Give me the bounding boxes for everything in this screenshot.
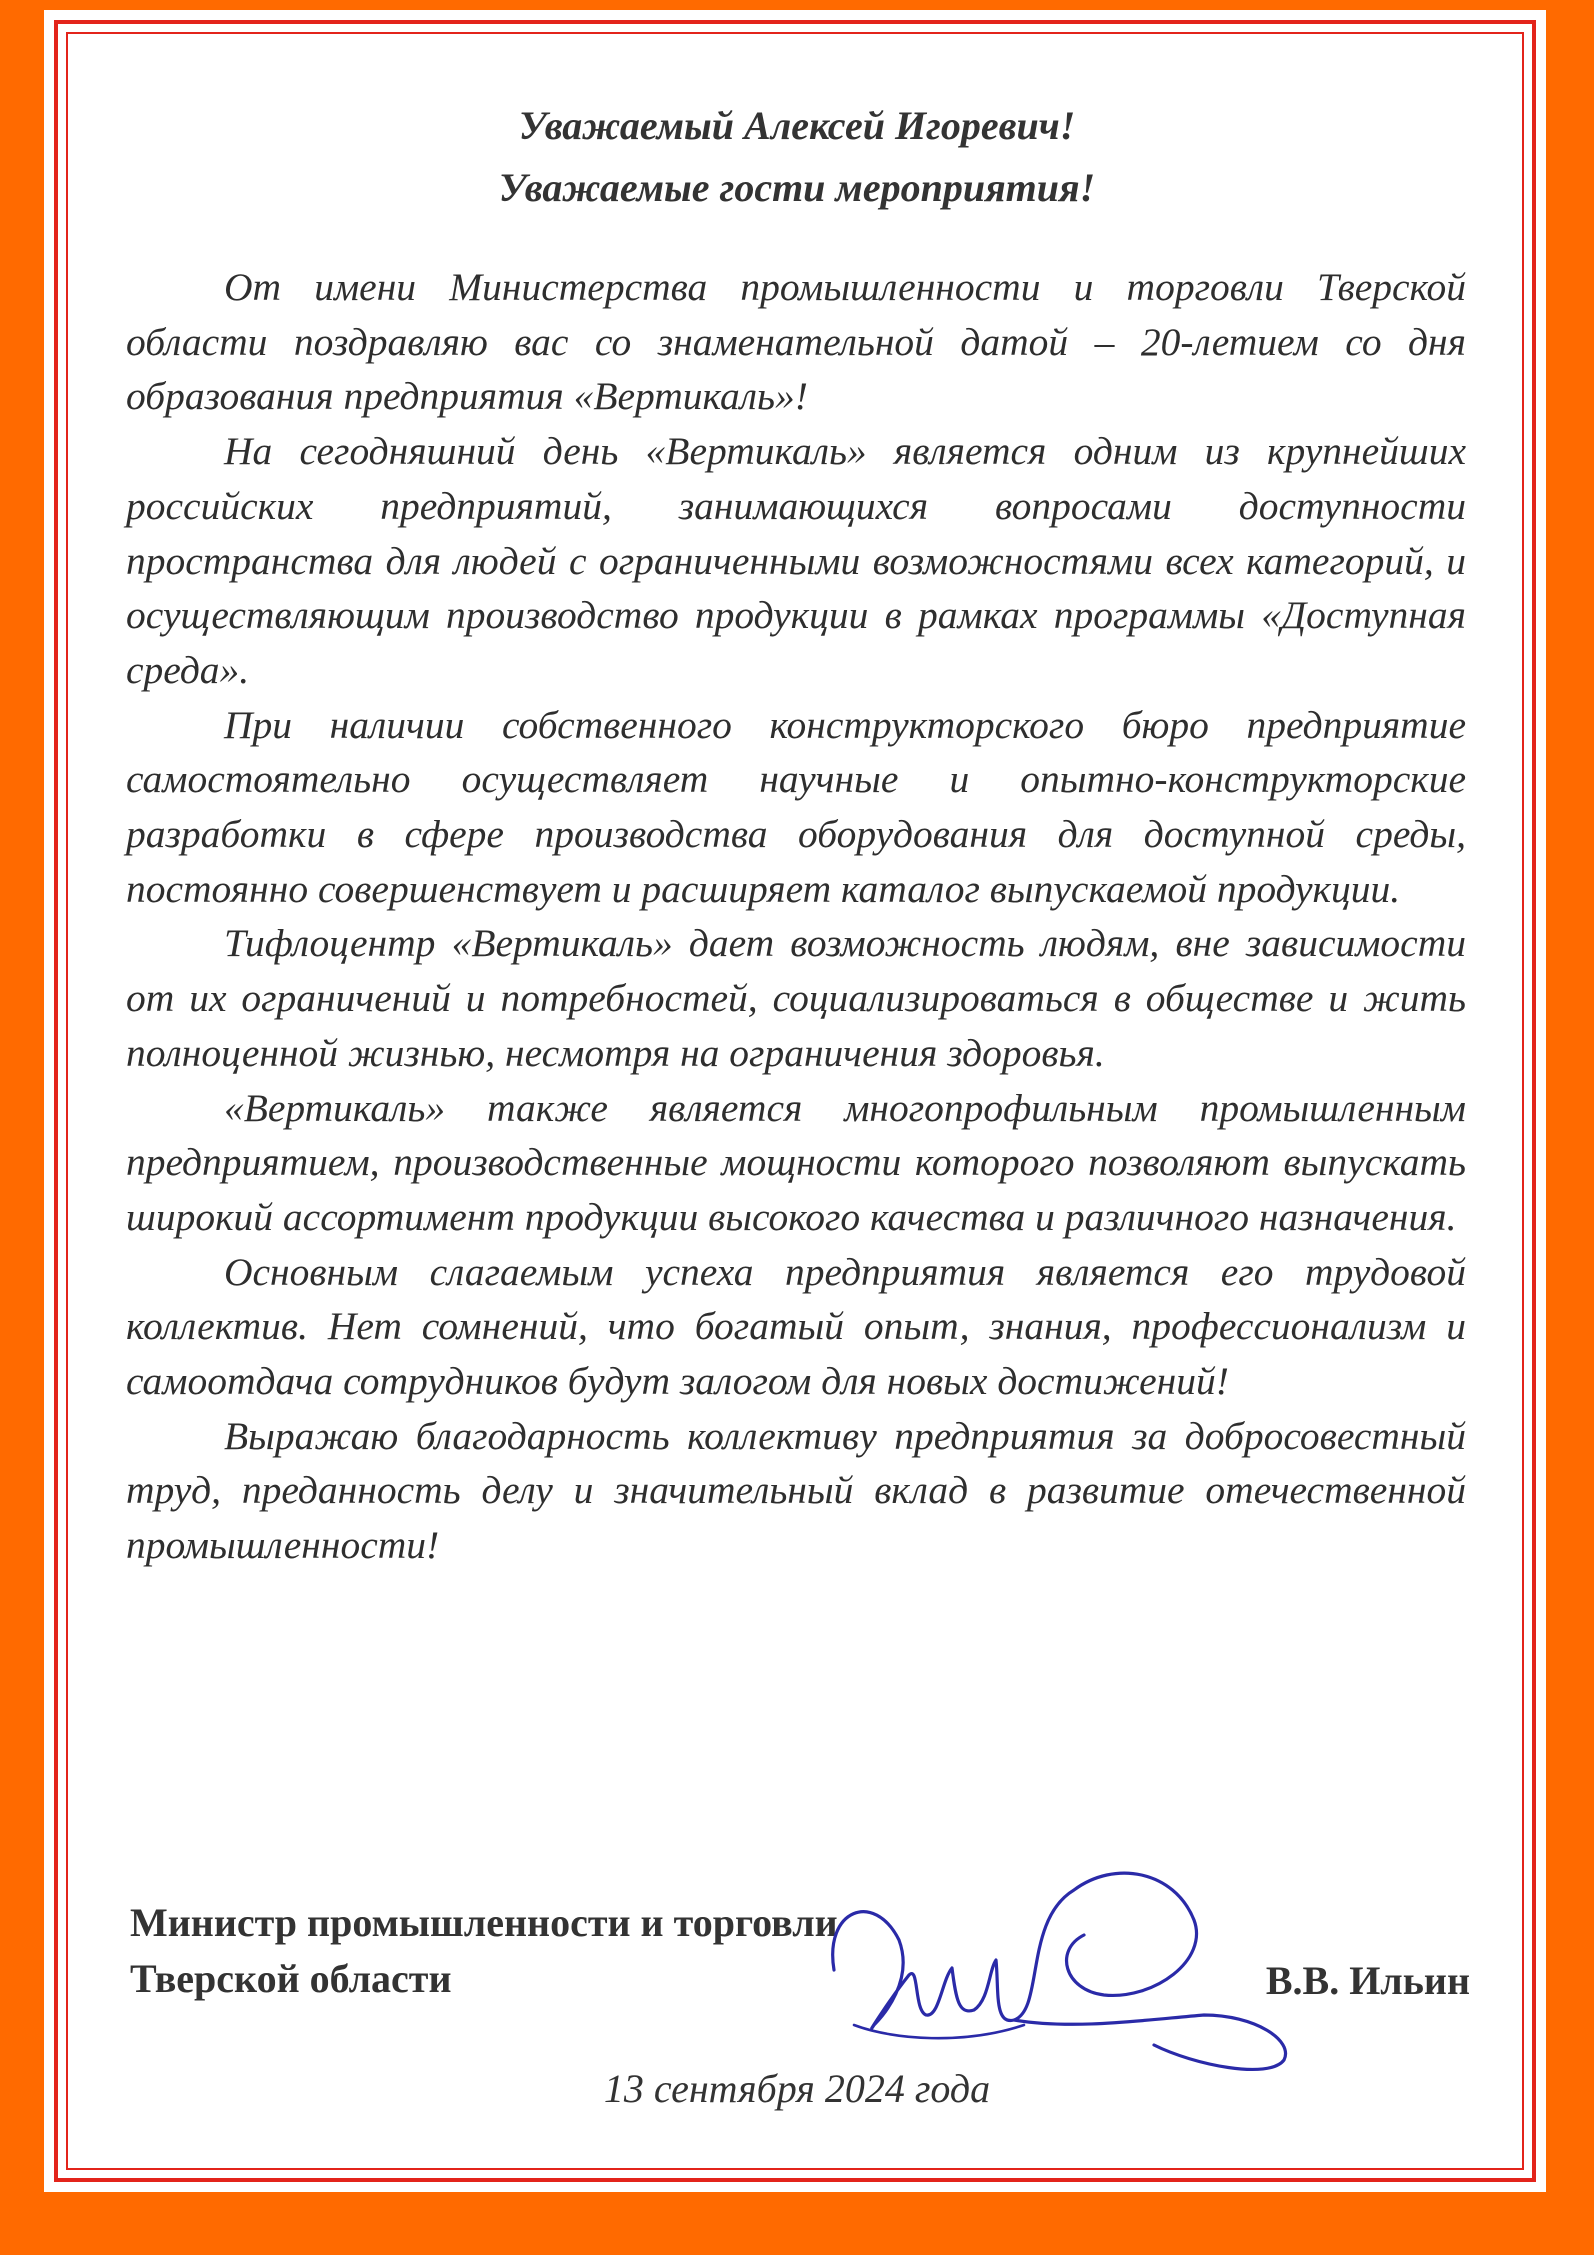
signatory-position-line-2: Тверской области — [130, 1956, 452, 2001]
letter-body — [126, 260, 1466, 1573]
greeting-line-2: Уважаемые гости мероприятия! — [498, 165, 1096, 210]
greeting — [44, 95, 1550, 219]
paragraph: Выражаю благодарность коллективу предприятия за добросовестный труд, преданность делу и значительный вклад в развитие отечественной промышленности! — [126, 1413, 1466, 1568]
letter-date: 13 сентября 2024 года — [603, 2066, 991, 2111]
handwritten-signature — [814, 1850, 1354, 2080]
paragraph: От имени Министерства промышленности и торговли Тверской области поздравляю вас со знаменательной датой – 20-летием со дня образования предприятия «Вертикаль»! — [126, 265, 1466, 419]
paragraph: Тифлоцентр «Вертикаль» дает возможность людям, вне зависимости от их ограничений и потребностей, социализироваться в обществе и жить полноценной жизнью, несмотря на ограничения здоровья. — [126, 921, 1466, 1075]
paragraph: Основным слагаемым успеха предприятия является его трудовой коллектив. Нет сомнений, что богатый опыт, знания, профессионализм и самоотдача сотрудников будут залогом для новых достижений! — [126, 1249, 1466, 1404]
paragraph: На сегодняшний день «Вертикаль» является одним из крупнейших российских предприятий, занимающихся вопросами доступности пространства для людей с ограниченными возможностями всех категорий, и осуществляющим производство продукции в рамках программы «Доступная среда». — [126, 429, 1466, 692]
letter-page — [42, 8, 1548, 2194]
paragraph: «Вертикаль» также является многопрофильным промышленным предприятием, производственные мощности которого позволяют выпускать широкий ассортимент продукции высокого качества и различного назначения. — [126, 1085, 1466, 1239]
signatory-position-line-1: Министр промышленности и торговли — [130, 1900, 838, 1945]
signatory-name: В.В. Ильин — [1265, 1958, 1470, 2003]
paragraph: При наличии собственного конструкторского бюро предприятие самостоятельно осуществляет научные и опытно-конструкторские разработки в сфере производства оборудования для доступной среды, постоянно совершенствует и расширяет каталог выпускаемой продукции. — [126, 702, 1466, 911]
greeting-line-1: Уважаемый Алексей Игоревич! — [518, 103, 1076, 148]
